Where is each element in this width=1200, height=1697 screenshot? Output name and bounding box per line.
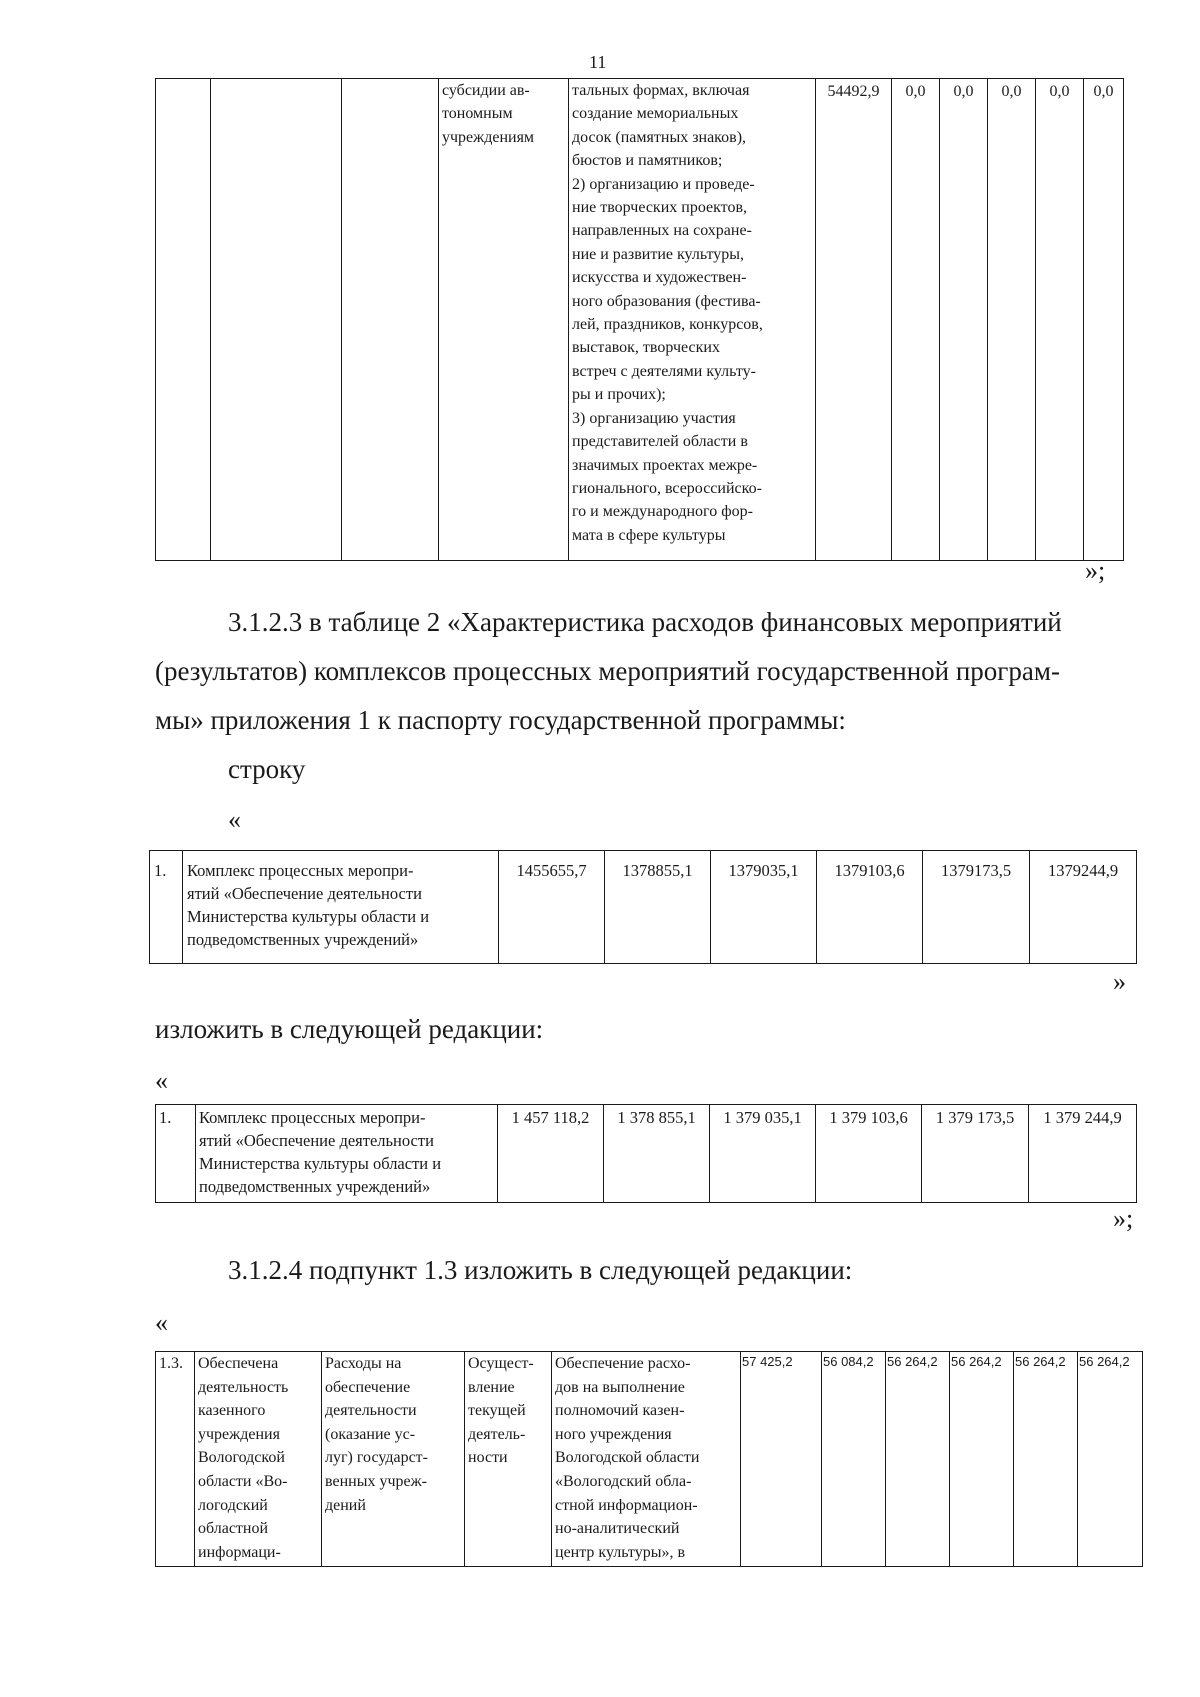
value-cell: 56 264,2 [950, 1352, 1014, 1567]
value-cell: 0,0 [1084, 79, 1124, 561]
section-heading-line: 3.1.2.4 подпункт 1.3 изложить в следующей редакции: [228, 1255, 853, 1285]
open-quote: « [228, 805, 241, 834]
closing-quote: »; [1113, 1204, 1134, 1233]
value-cell: 56 264,2 [886, 1352, 950, 1567]
row-number: 1. [150, 851, 183, 964]
continuation-table [155, 78, 1124, 561]
value-cell: 1 378 855,1 [604, 1105, 710, 1203]
value-cell: 1 457 118,2 [498, 1105, 604, 1203]
value-cell: 1379244,9 [1030, 851, 1137, 964]
open-quote: « [155, 1066, 168, 1095]
value-cell: 1379173,5 [923, 851, 1030, 964]
row-number: 1. [156, 1105, 196, 1203]
section-heading-line: 3.1.2.3 в таблице 2 «Характеристика расходов финансовых мероприятий [228, 607, 1062, 637]
activity-type-cell: Осущест- вление текущей деятель- ности [465, 1352, 552, 1567]
description-cell: Обеспечение расхо- дов на выполнение полномочий казен- ного учреждения Вологодской области «Вологодский обла- стной информацион- но-аналитический центр культуры», в [552, 1352, 741, 1567]
section-heading-line: (результатов) комплексов процессных мероприятий государственной програм- [155, 656, 1060, 686]
table-cell [211, 79, 342, 561]
new-row-table [155, 1104, 1137, 1203]
complex-name-cell: Комплекс процессных меропри- ятий «Обеспечение деятельности Министерства культуры области и подведомственных учреждений» [196, 1105, 498, 1203]
value-cell: 56 264,2 [1014, 1352, 1078, 1567]
restate-text: изложить в следующей редакции: [155, 1014, 544, 1044]
section-heading-line: мы» приложения 1 к паспорту государственной программы: [155, 705, 846, 735]
table-cell [156, 79, 211, 561]
value-cell: 1 379 244,9 [1029, 1105, 1137, 1203]
value-cell: 0,0 [1036, 79, 1084, 561]
table-cell [342, 79, 439, 561]
complex-name-cell: Комплекс процессных меропри- ятий «Обеспечение деятельности Министерства культуры области и подведомственных учреждений» [183, 851, 499, 964]
value-cell: 54492,9 [816, 79, 892, 561]
expense-type-cell: Расходы на обеспечение деятельности (оказание ус- луг) государст- венных учреж- дений [322, 1352, 465, 1567]
original-row-table [149, 850, 1137, 964]
value-cell: 1379103,6 [817, 851, 923, 964]
row-number: 1.3. [156, 1352, 195, 1567]
value-cell: 1 379 035,1 [710, 1105, 816, 1203]
page-number: 11 [589, 52, 607, 72]
result-cell: Обеспечена деятельность казенного учреждения Вологодской области «Во- логодский областной информаци- [195, 1352, 322, 1567]
value-cell: 56 084,2 [822, 1352, 886, 1567]
value-cell: 0,0 [988, 79, 1036, 561]
open-quote: « [155, 1308, 168, 1337]
funding-type-cell: субсидии ав- тономным учреждениям [439, 79, 569, 561]
description-cell: тальных формах, включая создание мемориальных досок (памятных знаков), бюстов и памятников; 2) организацию и проведе- ние творческих проектов, направленных на сохране- ние и развитие культуры, искусства и художествен- ного образования (фестива- лей, праздников, конкурсов, выставок, творческих встреч с деятелями культу- ры и прочих); 3) организацию участия представителей области в значимых проектах межре- гионального, всероссийско- го и международного фор- мата в сфере культуры [569, 79, 816, 561]
value-cell: 1 379 173,5 [922, 1105, 1029, 1203]
subitem-1-3-table [155, 1351, 1143, 1567]
closing-quote: » [1113, 967, 1126, 996]
row-word: строку [228, 754, 306, 784]
value-cell: 1378855,1 [605, 851, 711, 964]
value-cell: 1379035,1 [711, 851, 817, 964]
closing-quote: »; [1085, 556, 1106, 585]
value-cell: 1455655,7 [499, 851, 605, 964]
value-cell: 0,0 [892, 79, 940, 561]
value-cell: 0,0 [940, 79, 988, 561]
value-cell: 56 264,2 [1078, 1352, 1143, 1567]
value-cell: 1 379 103,6 [816, 1105, 922, 1203]
value-cell: 57 425,2 [741, 1352, 822, 1567]
